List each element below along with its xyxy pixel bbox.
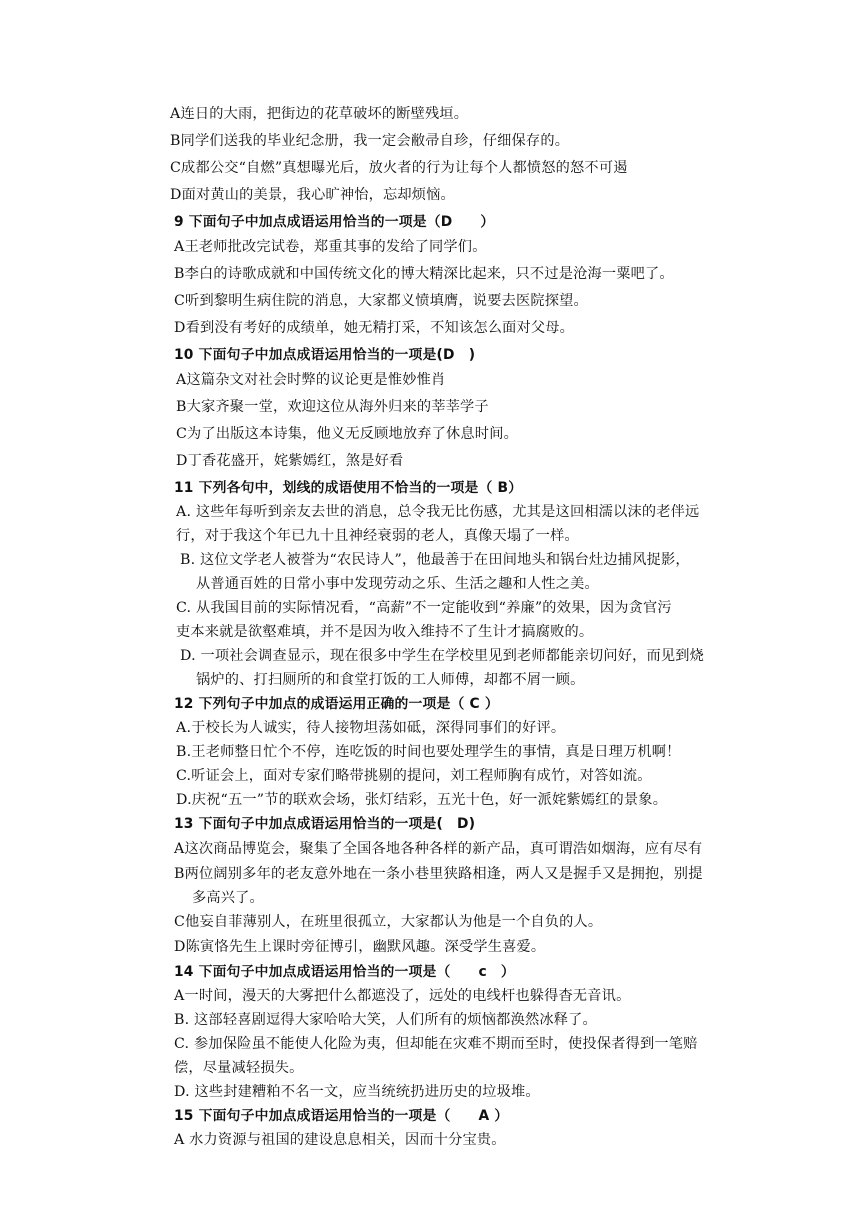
option-line: D看到没有考好的成绩单，她无精打采，不知该怎么面对父母。	[174, 320, 575, 336]
question-heading: 9 下面句子中加点成语运用恰当的一项是（D ）	[174, 214, 495, 230]
option-line: D. 这些封建糟粕不名一文，应当统统扔进历史的垃圾堆。	[174, 1084, 540, 1100]
option-line: A.于校长为人诚实，待人接物坦荡如砥，深得同事们的好评。	[176, 720, 566, 736]
option-line: B大家齐聚一堂，欢迎这位从海外归来的莘莘学子	[176, 399, 489, 415]
question-heading: 13 下面句子中加点成语运用恰当的一项是( D)	[174, 816, 476, 832]
option-continuation: 锅炉的、打扫厕所的和食堂打饭的工人师傅，却都不屑一顾。	[196, 672, 585, 688]
option-line: C听到黎明生病住院的消息，大家都义愤填膺，说要去医院探望。	[174, 293, 588, 309]
option-line: A连日的大雨，把街边的花草破坏的断壁残垣。	[170, 106, 469, 122]
option-continuation: 吏本来就是欲壑难填，并不是因为收入维持不了生计才搞腐败的。	[176, 624, 594, 640]
option-continuation: 多高兴了。	[192, 890, 264, 906]
question-heading: 15 下面句子中加点成语运用恰当的一项是（ A ）	[174, 1108, 509, 1124]
option-line: C成都公交“自燃”真想曝光后，放火者的行为让每个人都愤怒的怒不可遏	[170, 160, 628, 176]
option-line: B两位阔别多年的老友意外地在一条小巷里狭路相逢，两人又是握手又是拥抱，别提	[174, 866, 703, 882]
question-heading: 12 下列句子中加点的成语运用正确的一项是（ C ）	[174, 696, 499, 712]
option-continuation: 从普通百姓的日常小事中发现劳动之乐、生活之趣和人性之美。	[196, 576, 599, 592]
option-line: C. 从我国目前的实际情况看，“高薪”不一定能收到“养廉”的效果，因为贪官污	[176, 600, 672, 616]
option-line: D面对黄山的美景，我心旷神怡，忘却烦恼。	[170, 187, 455, 203]
option-continuation: 偿，尽量减轻损失。	[174, 1060, 304, 1076]
question-heading: 14 下面句子中加点成语运用恰当的一项是（ c ）	[174, 964, 515, 980]
option-line: D陈寅恪先生上课时旁征博引，幽默风趣。深受学生喜爱。	[174, 939, 546, 955]
option-line: B李白的诗歌成就和中国传统文化的博大精深比起来，只不过是沧海一粟吧了。	[174, 266, 674, 282]
option-line: A王老师批改完试卷，郑重其事的发给了同学们。	[174, 239, 487, 255]
option-line: B. 这位文学老人被誉为“农民诗人”，他最善于在田间地头和锅台灶边捕风捉影，	[180, 552, 690, 568]
option-line: B. 这部轻喜剧逗得大家哈哈大笑，人们所有的烦恼都涣然冰释了。	[174, 1012, 597, 1028]
option-continuation: 行，对于我这个年已九十且神经衰弱的老人，真像天塌了一样。	[176, 528, 579, 544]
option-line: C. 参加保险虽不能使人化险为夷，但却能在灾难不期而至时，使投保者得到一笔赔	[174, 1036, 698, 1052]
option-line: A 水力资源与祖国的建设息息相关，因而十分宝贵。	[174, 1132, 506, 1148]
option-line: D.庆祝“五一”节的联欢会场，张灯结彩，五光十色，好一派姹紫嫣红的景象。	[176, 792, 668, 808]
option-line: C.听证会上，面对专家们略带挑剔的提问，刘工程师胸有成竹，对答如流。	[176, 768, 652, 784]
option-line: B.王老师整日忙个不停，连吃饭的时间也要处理学生的事情，真是日理万机啊！	[176, 744, 681, 760]
option-line: A一时间，漫天的大雾把什么都遮没了，远处的电线杆也躲得杳无音讯。	[174, 988, 631, 1004]
option-line: A这次商品博览会，聚集了全国各地各种各样的新产品，真可谓浩如烟海，应有尽有	[174, 841, 703, 857]
option-line: C他妄自菲薄别人，在班里很孤立，大家都认为他是一个自负的人。	[174, 914, 603, 930]
question-heading: 11 下列各句中，划线的成语使用不恰当的一项是（ B）	[174, 480, 523, 496]
option-line: A这篇杂文对社会时弊的议论更是惟妙惟肖	[176, 372, 446, 388]
option-line: D. 一项社会调查显示，现在很多中学生在学校里见到老师都能亲切问好，而见到烧	[180, 648, 705, 664]
option-line: D丁香花盛开，姹紫嫣红，煞是好看	[176, 453, 404, 469]
question-heading: 10 下面句子中加点成语运用恰当的一项是(D )	[174, 347, 476, 363]
option-line: C为了出版这本诗集，他义无反顾地放弃了休息时间。	[176, 426, 518, 442]
option-line: A. 这些年每听到亲友去世的消息，总令我无比伤感，尤其是这回相濡以沫的老伴远	[176, 504, 700, 520]
option-line: B同学们送我的毕业纪念册，我一定会敝帚自珍，仔细保存的。	[170, 133, 570, 149]
